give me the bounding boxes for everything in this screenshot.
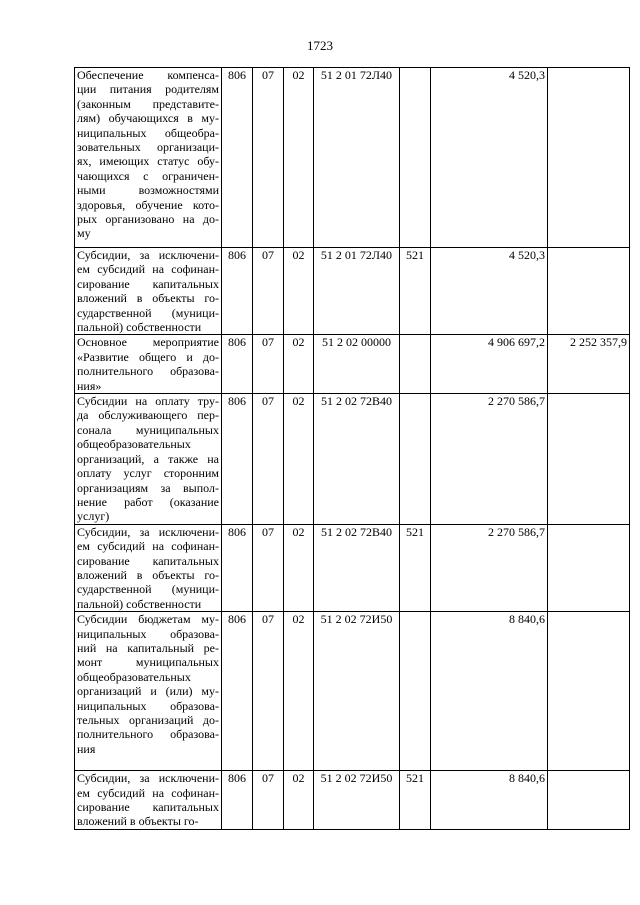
row-name-cell — [75, 612, 222, 771]
row-name-line: организаций, а также на — [77, 451, 219, 466]
row-name-line: Субсидии, за исключени- — [77, 524, 219, 539]
sum1-cell: 4 520,3 — [431, 248, 548, 335]
row-name-line: полнительного образова- — [77, 364, 219, 379]
row-name-line: полнительного образова- — [77, 727, 219, 742]
budget-table-body — [75, 68, 630, 830]
table-row — [75, 248, 630, 335]
vr-cell: 521 — [400, 771, 431, 830]
row-name-line: ем субсидий на софинан- — [77, 785, 219, 800]
row-name-cell — [75, 335, 222, 394]
row-name-line: сонала муниципальных — [77, 422, 219, 437]
pr-cell: 02 — [284, 771, 314, 830]
pr-cell: 02 — [284, 248, 314, 335]
row-name-line: услуг) — [77, 509, 110, 524]
vr-cell — [400, 394, 431, 525]
row-name-line: организаций и (или) му- — [77, 684, 219, 699]
row-name-line: Субсидии бюджетам му- — [77, 612, 219, 627]
row-name-cell — [75, 524, 222, 611]
sum2-cell: 2 252 357,9 — [548, 335, 630, 394]
ved-cell: 806 — [222, 612, 253, 771]
rz-cell: 07 — [253, 248, 284, 335]
row-name-cell — [75, 771, 222, 830]
row-name-line: оплату услуг сторонним — [77, 466, 219, 481]
row-name-line: лям) обучающихся в му- — [77, 111, 219, 126]
sum1-cell: 2 270 586,7 — [431, 524, 548, 611]
sum2-cell — [548, 771, 630, 830]
row-name-line: сирование капитальных — [77, 553, 219, 568]
vr-cell — [400, 68, 431, 248]
row-name-line: ем субсидий на софинан- — [77, 262, 219, 277]
row-name-line: да обслуживающего пер- — [77, 408, 219, 423]
row-name-line: здоровья, обучение кото- — [77, 197, 219, 212]
ved-cell: 806 — [222, 248, 253, 335]
row-name-line: тельных организаций до- — [77, 713, 219, 727]
sum2-cell — [548, 524, 630, 611]
sum2-cell — [548, 248, 630, 335]
row-name-line: Субсидии, за исключени- — [77, 771, 219, 786]
ved-cell: 806 — [222, 335, 253, 394]
sum1-cell: 2 270 586,7 — [431, 394, 548, 525]
vr-cell: 521 — [400, 524, 431, 611]
table-row — [75, 394, 630, 525]
row-name-line: вложений в объекты го- — [77, 291, 219, 306]
csr-cell: 51 2 02 72В40 — [314, 394, 400, 525]
sum2-cell — [548, 612, 630, 771]
table-row — [75, 771, 630, 830]
sum2-cell — [548, 394, 630, 525]
rz-cell: 07 — [253, 612, 284, 771]
csr-cell: 51 2 02 72И50 — [314, 771, 400, 830]
row-name-line: ния — [77, 741, 96, 756]
rz-cell: 07 — [253, 771, 284, 830]
row-name-line: сударственной (муници- — [77, 305, 219, 320]
row-name-line: ции питания родителям — [77, 82, 219, 97]
pr-cell: 02 — [284, 68, 314, 248]
csr-cell: 51 2 02 72И50 — [314, 612, 400, 771]
sum2-cell — [548, 68, 630, 248]
row-name-line: сирование капитальных — [77, 799, 219, 814]
row-name-line: общеобразовательных — [77, 437, 191, 452]
row-name-line: ях, имеющих статус обу- — [77, 154, 219, 169]
rz-cell: 07 — [253, 68, 284, 248]
row-name-line: ными возможностями — [77, 183, 219, 198]
sum1-cell: 8 840,6 — [431, 612, 548, 771]
row-name-line: Обеспечение компенса- — [77, 68, 219, 82]
row-name-line: сирование капитальных — [77, 276, 219, 291]
budget-table — [74, 67, 630, 830]
row-name-line: Субсидии на оплату тру- — [77, 394, 219, 409]
row-name-line: общеобразовательных — [77, 669, 191, 684]
sum1-cell: 4 906 697,2 — [431, 335, 548, 394]
row-name-line: организациям за выпол- — [77, 480, 219, 495]
row-name-line: чающихся с ограничен- — [77, 168, 219, 183]
row-name-line: пальной) собственности — [77, 320, 202, 335]
pr-cell: 02 — [284, 394, 314, 525]
row-name-line: ния» — [77, 378, 102, 393]
rz-cell: 07 — [253, 335, 284, 394]
table-row — [75, 68, 630, 248]
row-name-line: монт муниципальных — [77, 655, 219, 670]
vr-cell — [400, 335, 431, 394]
table-row — [75, 524, 630, 611]
rz-cell: 07 — [253, 524, 284, 611]
vr-cell — [400, 612, 431, 771]
row-name-line: му — [77, 226, 91, 241]
row-name-line: Субсидии, за исключени- — [77, 248, 219, 262]
row-name-line: ниципальных образова- — [77, 698, 219, 713]
row-name-line: вложений в объекты го- — [77, 567, 219, 582]
vr-cell: 521 — [400, 248, 431, 335]
ved-cell: 806 — [222, 524, 253, 611]
csr-cell: 51 2 02 00000 — [314, 335, 400, 394]
ved-cell: 806 — [222, 394, 253, 525]
csr-cell: 51 2 01 72Л40 — [314, 248, 400, 335]
table-row — [75, 335, 630, 394]
row-name-line: вложений в объекты го- — [77, 814, 199, 829]
row-name-line: пальной) собственности — [77, 596, 202, 611]
row-name-cell — [75, 68, 222, 248]
sum1-cell: 4 520,3 — [431, 68, 548, 248]
csr-cell: 51 2 02 72В40 — [314, 524, 400, 611]
row-name-line: ниципальных общеобра- — [77, 125, 219, 140]
row-name-line: ниципальных образова- — [77, 626, 219, 641]
row-name-line: ем субсидий на софинан- — [77, 539, 219, 554]
row-name-cell — [75, 248, 222, 335]
ved-cell: 806 — [222, 68, 253, 248]
row-name-line: рых организовано на до- — [77, 212, 219, 227]
table-row — [75, 612, 630, 771]
row-name-line: ний на капитальный ре- — [77, 640, 219, 655]
row-name-line: сударственной (муници- — [77, 582, 219, 597]
csr-cell: 51 2 01 72Л40 — [314, 68, 400, 248]
ved-cell: 806 — [222, 771, 253, 830]
sum1-cell: 8 840,6 — [431, 771, 548, 830]
row-name-line: «Развитие общего и до- — [77, 349, 219, 364]
page-number: 1723 — [307, 38, 333, 53]
pr-cell: 02 — [284, 612, 314, 771]
row-name-line: зовательных организаци- — [77, 140, 219, 155]
pr-cell: 02 — [284, 335, 314, 394]
row-name-line: Основное мероприятие — [77, 335, 219, 350]
row-name-cell — [75, 394, 222, 525]
pr-cell: 02 — [284, 524, 314, 611]
row-name-line: (законным представите- — [77, 96, 219, 111]
rz-cell: 07 — [253, 394, 284, 525]
row-name-line: нение работ (оказание — [77, 494, 219, 509]
